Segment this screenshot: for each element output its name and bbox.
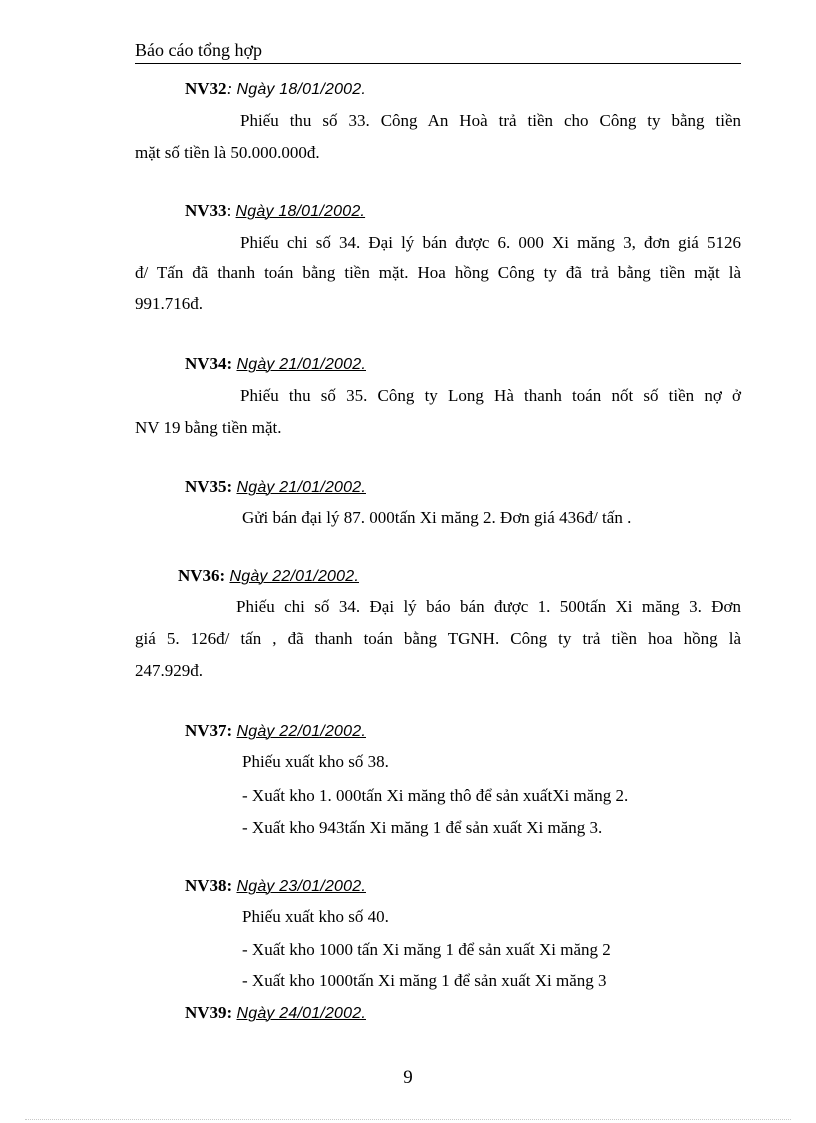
entry-heading-nv38 — [185, 876, 366, 896]
entry-text-line: - Xuất kho 1. 000tấn Xi măng thô để sản xuấtXi măng 2. — [242, 786, 629, 805]
entry-code: NV38: — [185, 876, 233, 895]
entry-date: Ngày 21/01/2002. — [236, 356, 366, 373]
entry-code: NV36: — [178, 566, 226, 585]
entry-text-line: - Xuất kho 1000tấn Xi măng 1 để sản xuất Xi măng 3 — [242, 971, 607, 990]
page-number: 9 — [403, 1067, 413, 1088]
entry-text-line: Phiếu thu số 35. Công ty Long Hà thanh toán nốt số tiền nợ ở — [240, 386, 741, 405]
entry-code: NV39: — [185, 1003, 233, 1022]
entry-heading-nv32 — [185, 79, 366, 99]
entry-date: Ngày 18/01/2002. — [236, 81, 367, 98]
entry-text-line: Phiếu xuất kho số 38. — [242, 752, 389, 771]
entry-text-line: NV 19 bằng tiền mặt. — [135, 418, 282, 437]
entry-heading-nv36 — [178, 566, 359, 586]
page-bottom-divider — [25, 1119, 791, 1120]
entry-heading-nv34 — [185, 354, 366, 374]
entry-text-line: 991.716đ. — [135, 294, 203, 313]
entry-text-line: giá 5. 126đ/ tấn , đã thanh toán bằng TGNH. Công ty trả tiền hoa hồng là — [135, 629, 741, 648]
entry-heading-nv39 — [185, 1003, 366, 1023]
entry-heading-nv35 — [185, 477, 366, 497]
entry-heading-nv37 — [185, 721, 366, 741]
entry-date: Ngày 21/01/2002. — [236, 479, 366, 496]
header-divider — [135, 63, 741, 64]
entry-code: NV37: — [185, 721, 233, 740]
entry-text-line: Phiếu chi số 34. Đại lý bán được 6. 000 Xi măng 3, đơn giá 5126 — [240, 233, 741, 252]
entry-date: Ngày 18/01/2002. — [235, 203, 366, 220]
entry-text-line: Phiếu chi số 34. Đại lý báo bán được 1. 500tấn Xi măng 3. Đơn — [236, 597, 741, 616]
page-header-title: Báo cáo tổng hợp — [135, 40, 262, 60]
entry-text-line: - Xuất kho 1000 tấn Xi măng 1 để sản xuất Xi măng 2 — [242, 940, 611, 959]
entry-heading-nv33 — [185, 201, 365, 221]
entry-date: Ngày 22/01/2002. — [236, 723, 366, 740]
entry-text-line: 247.929đ. — [135, 661, 203, 680]
entry-separator: : — [226, 79, 237, 98]
entry-text-line: đ/ Tấn đã thanh toán bằng tiền mặt. Hoa hồng Công ty đã trả bằng tiền mặt là — [135, 263, 741, 282]
entry-code: NV33 — [185, 201, 227, 220]
entry-code: NV32 — [185, 79, 227, 98]
entry-text-line: Gửi bán đại lý 87. 000tấn Xi măng 2. Đơn giá 436đ/ tấn . — [242, 508, 632, 527]
entry-text-line: mặt số tiền là 50.000.000đ. — [135, 143, 320, 162]
entry-code: NV35: — [185, 477, 233, 496]
entry-text-line: - Xuất kho 943tấn Xi măng 1 để sản xuất Xi măng 3. — [242, 818, 603, 837]
entry-code: NV34: — [185, 354, 233, 373]
entry-date: Ngày 22/01/2002. — [229, 568, 359, 585]
entry-date: Ngày 23/01/2002. — [236, 878, 366, 895]
entry-text-line: Phiếu xuất kho số 40. — [242, 907, 389, 926]
entry-text-line: Phiếu thu số 33. Công An Hoà trả tiền cho Công ty bằng tiền — [240, 111, 741, 130]
entry-separator: : — [226, 201, 236, 220]
entry-date: Ngày 24/01/2002. — [236, 1005, 366, 1022]
